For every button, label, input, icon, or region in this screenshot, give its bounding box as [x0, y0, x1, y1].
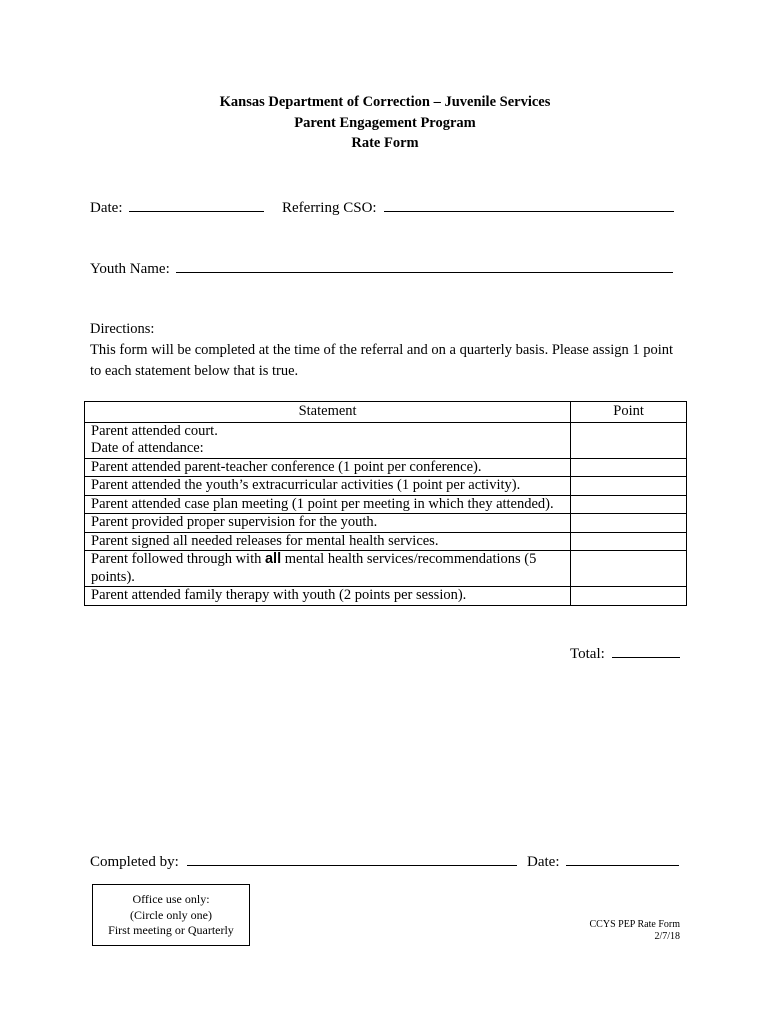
point-cell[interactable] — [571, 587, 687, 606]
referring-cso-label: Referring CSO: — [282, 200, 377, 216]
table-row — [85, 477, 687, 496]
referring-cso-line[interactable] — [384, 197, 674, 212]
referring-cso-field[interactable] — [282, 197, 674, 217]
total-field[interactable] — [570, 643, 680, 663]
office-use-instruction: (Circle only one) — [130, 907, 212, 922]
office-use-options[interactable]: First meeting or Quarterly — [108, 923, 234, 937]
youth-name-line[interactable] — [176, 258, 673, 273]
table-row — [85, 551, 687, 587]
statement-text-pre: Parent followed through with — [91, 551, 265, 567]
table-row — [85, 422, 687, 458]
statement-cell: Parent attended parent-teacher conference (1 point per conference). — [85, 458, 571, 477]
form-reference — [590, 919, 680, 943]
directions-text: This form will be completed at the time of the referral and on a quarterly basis. Please assign 1 point to each statement below that is true. — [90, 342, 674, 379]
statement-text-emphasis: all — [264, 551, 282, 567]
point-cell[interactable] — [571, 532, 687, 551]
table-row — [85, 514, 687, 533]
form-title-agency: Kansas Department of Correction – Juvenile Services — [219, 94, 551, 110]
point-header: Point — [571, 402, 687, 423]
statement-cell — [85, 422, 571, 458]
point-cell[interactable] — [571, 422, 687, 458]
table-row — [85, 495, 687, 514]
date-label: Date: — [90, 200, 123, 216]
completed-date-line[interactable] — [566, 851, 679, 866]
form-title-name: Rate Form — [351, 135, 419, 151]
directions — [90, 319, 680, 382]
statement-cell: Parent attended family therapy with youth (2 points per session). — [85, 587, 571, 606]
statement-cell: Parent signed all needed releases for mental health services. — [85, 532, 571, 551]
form-date: 2/7/18 — [654, 931, 680, 942]
completed-date-label: Date: — [527, 854, 560, 870]
youth-name-field[interactable] — [90, 258, 673, 278]
form-title-program: Parent Engagement Program — [294, 115, 476, 131]
completed-by-line[interactable] — [187, 851, 517, 866]
statement-subtext: Date of attendance: — [91, 440, 204, 456]
point-cell[interactable] — [571, 514, 687, 533]
table-row — [85, 458, 687, 477]
total-label: Total: — [570, 646, 605, 662]
point-cell[interactable] — [571, 551, 687, 587]
completed-by-label: Completed by: — [90, 854, 179, 870]
table-row — [85, 532, 687, 551]
office-use-box — [92, 884, 250, 946]
statement-header: Statement — [85, 402, 571, 423]
date-line[interactable] — [129, 197, 264, 212]
office-use-label: Office use only: — [132, 892, 210, 906]
date-field[interactable] — [90, 197, 264, 217]
point-cell[interactable] — [571, 477, 687, 496]
directions-heading: Directions: — [90, 321, 155, 337]
statement-cell: Parent attended the youth’s extracurricular activities (1 point per activity). — [85, 477, 571, 496]
point-cell[interactable] — [571, 495, 687, 514]
table-row — [85, 587, 687, 606]
total-line[interactable] — [612, 643, 680, 658]
statement-text: Parent attended court. — [91, 422, 218, 439]
form-id: CCYS PEP Rate Form — [589, 919, 680, 930]
rate-table — [84, 401, 687, 606]
statement-text-post: mental health services/recommendations (5 points). — [91, 551, 537, 585]
statement-cell — [85, 551, 571, 587]
completed-by-field[interactable] — [90, 851, 517, 871]
youth-name-label: Youth Name: — [90, 261, 170, 277]
completed-date-field[interactable] — [527, 851, 679, 871]
statement-cell: Parent provided proper supervision for the youth. — [85, 514, 571, 533]
point-cell[interactable] — [571, 458, 687, 477]
statement-cell: Parent attended case plan meeting (1 point per meeting in which they attended). — [85, 495, 571, 514]
table-header-row — [85, 402, 687, 423]
